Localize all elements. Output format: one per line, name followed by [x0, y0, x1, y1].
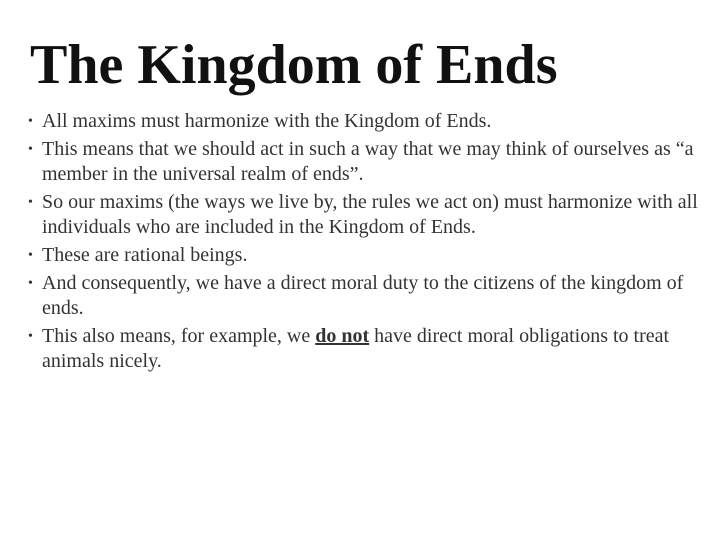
emphasis-do-not: do not: [315, 325, 370, 347]
bullet-text: And consequently, we have a direct moral duty to the citizens of the kingdom of ends.: [42, 272, 684, 319]
bullet-icon: •: [28, 114, 33, 129]
bullet-item: [28, 137, 700, 187]
bullet-item: [28, 190, 700, 240]
bullet-text-after: have direct moral obligations to treat animals nicely.: [42, 325, 670, 372]
bullet-icon: •: [28, 195, 33, 210]
bullet-item: [28, 324, 700, 374]
bullet-item: [28, 109, 700, 134]
bullet-icon: •: [28, 329, 33, 344]
bullet-text: All maxims must harmonize with the Kingdom of Ends.: [42, 110, 492, 132]
bullet-text: So our maxims (the ways we live by, the rules we act on) must harmonize with all individuals who are included in the Kingdom of Ends.: [42, 191, 698, 238]
bullet-text: [42, 324, 700, 374]
bullet-icon: •: [28, 248, 33, 263]
bullet-icon: •: [28, 142, 33, 157]
bullet-item: [28, 243, 700, 268]
slide-title: The Kingdom of Ends: [30, 34, 558, 96]
bullet-text: These are rational beings.: [42, 244, 248, 266]
bullet-item: [28, 271, 700, 321]
bullet-text: This means that we should act in such a way that we may think of ourselves as “a member in the universal realm of ends”.: [42, 138, 694, 185]
bullet-text-before: This also means, for example, we: [42, 325, 316, 347]
bullet-icon: •: [28, 276, 33, 291]
bullet-list: [28, 109, 700, 377]
